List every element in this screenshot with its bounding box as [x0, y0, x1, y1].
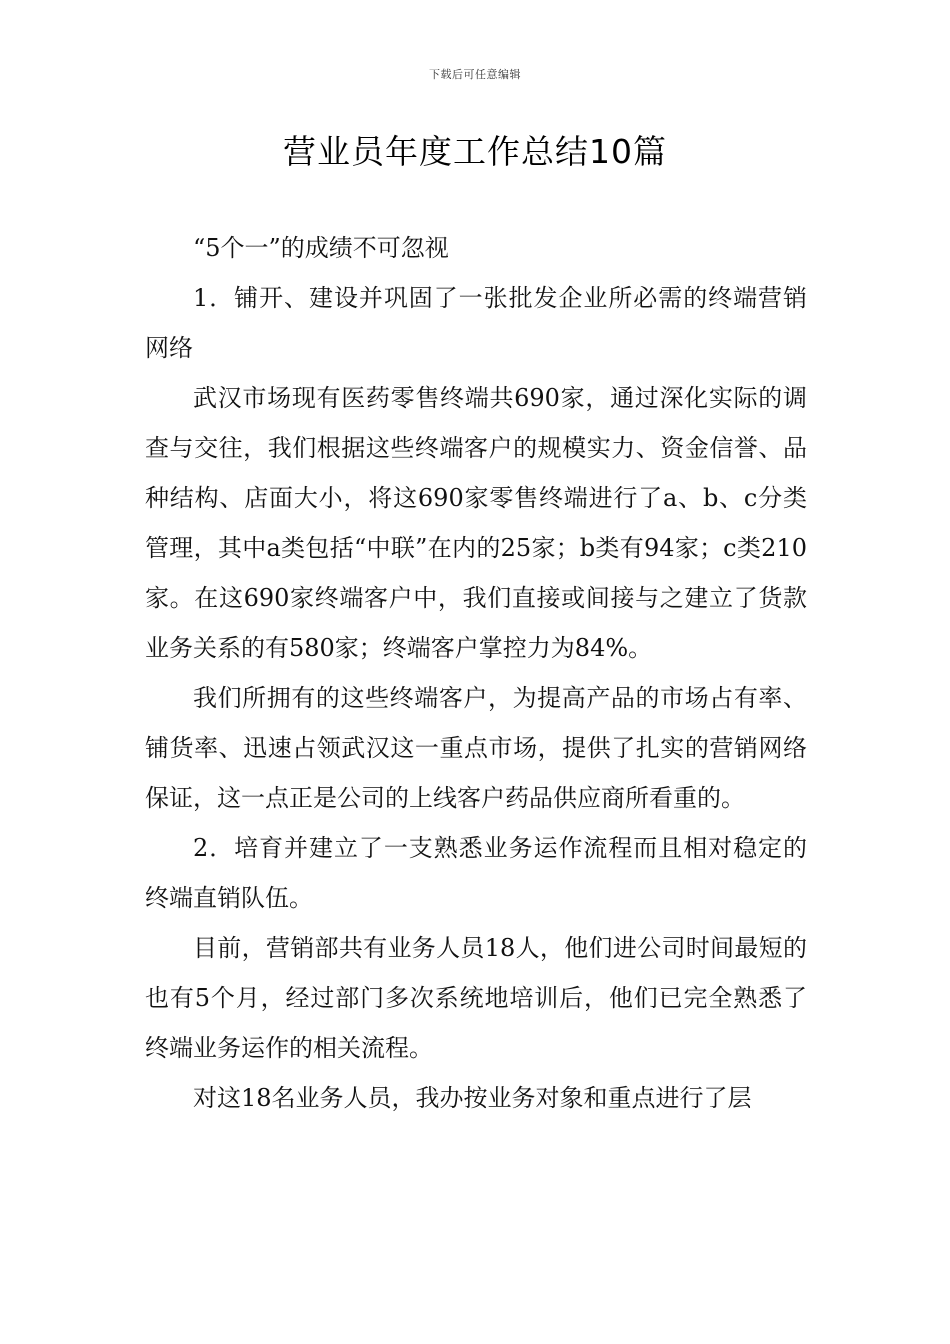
document-title: 营业员年度工作总结10篇 [283, 132, 667, 171]
header-note: 下载后可任意编辑 [429, 68, 521, 81]
paragraph: 目前，营销部共有业务人员18人，他们进公司时间最短的也有5个月，经过部门多次系统地培训后，他们已完全熟悉了终端业务运作的相关流程。 [145, 934, 807, 1062]
paragraph-subheading: “5个一”的成绩不可忽视 [193, 234, 449, 262]
paragraph-item-2: 2．培育并建立了一支熟悉业务运作流程而且相对稳定的终端直销队伍。 [145, 834, 807, 912]
paragraph: 对这18名业务人员，我办按业务对象和重点进行了层 [193, 1084, 752, 1112]
paragraph-item-1: 1．铺开、建设并巩固了一张批发企业所必需的终端营销网络 [145, 284, 807, 362]
paragraph: 武汉市场现有医药零售终端共690家，通过深化实际的调查与交往，我们根据这些终端客户的规模实力、资金信誉、品种结构、店面大小，将这690家零售终端进行了a、b、c分类管理，其中a类包括“中联”在内的25家；b类有94家；c类210家。在这690家终端客户中，我们直接或间接与之建立了货款业务关系的有580家；终端客户掌控力为84%。 [145, 384, 807, 662]
paragraph: 我们所拥有的这些终端客户，为提高产品的市场占有率、铺货率、迅速占领武汉这一重点市场，提供了扎实的营销网络保证，这一点正是公司的上线客户药品供应商所看重的。 [145, 684, 807, 812]
document-body [145, 223, 807, 1123]
